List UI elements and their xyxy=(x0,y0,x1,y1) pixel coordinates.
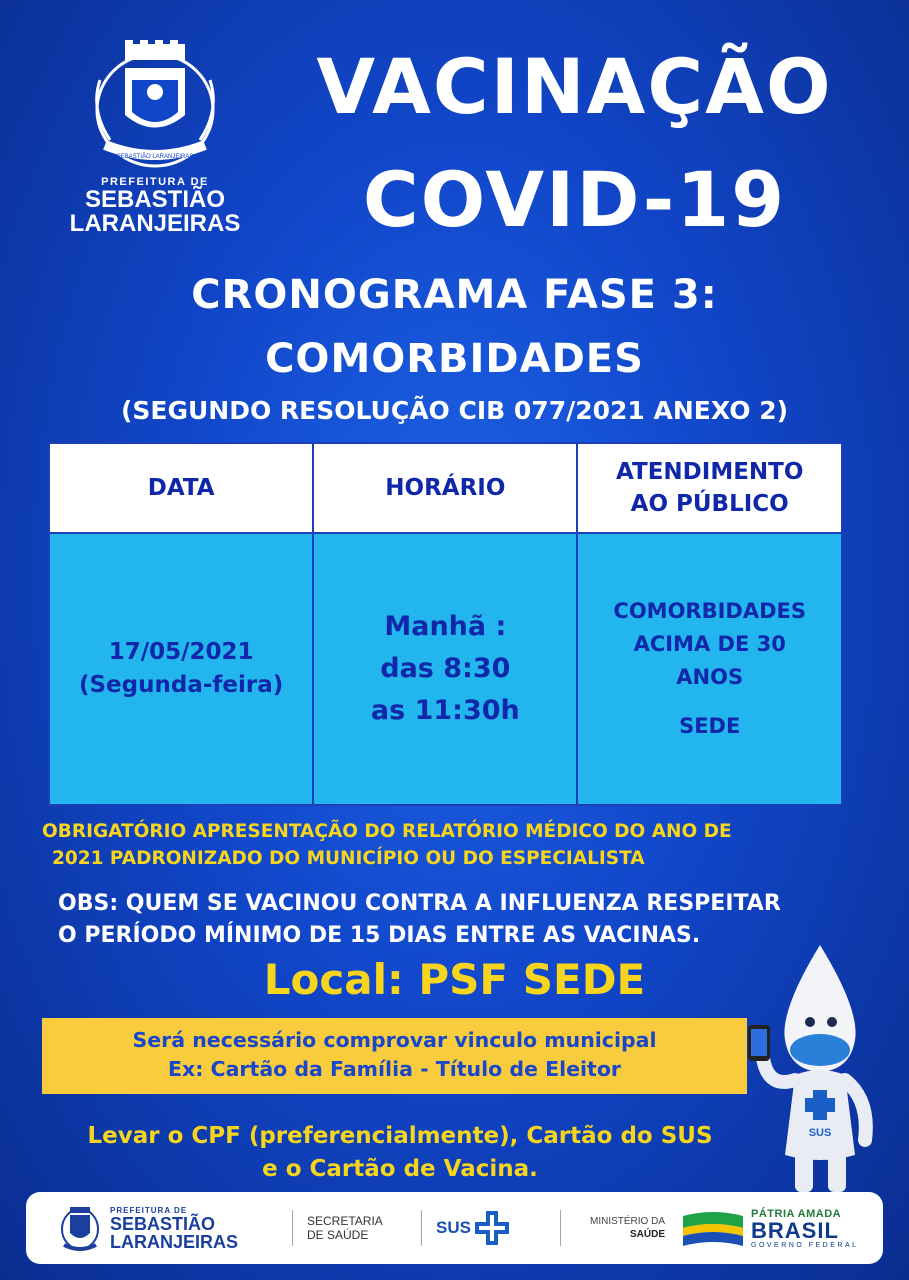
header-date: DATA xyxy=(49,443,313,533)
footer-brasil-logo: PÁTRIA AMADA BRASIL GOVERNO FEDERAL xyxy=(683,1208,859,1249)
footer-divider xyxy=(292,1210,293,1246)
footer-municipal-logo: PREFEITURA DE SEBASTIÃO LARANJEIRAS xyxy=(58,1203,278,1253)
main-title-line2: COVID-19 xyxy=(362,155,787,244)
header-attendance: ATENDIMENTO AO PÚBLICO xyxy=(577,443,842,533)
subtitle-comorbidities: COMORBIDADES xyxy=(265,336,644,382)
mandatory-notice: OBRIGATÓRIO APRESENTAÇÃO DO RELATÓRIO MÉDICO DO ANO DE 2021 PADRONIZADO DO MUNICÍPIO OU DO ESPECIALISTA xyxy=(42,821,732,869)
footer-ministerio: MINISTÉRIO DA SAÚDE xyxy=(589,1216,665,1240)
cell-attendance: COMORBIDADES ACIMA DE 30 ANOS SEDE xyxy=(577,533,842,805)
ze-gotinha-mascot-icon xyxy=(740,940,900,1200)
small-crest-icon xyxy=(58,1203,102,1253)
main-title-line1: VACINAÇÃO xyxy=(316,42,833,131)
cell-date: 17/05/2021 (Segunda-feira) xyxy=(49,533,313,805)
header-time: HORÁRIO xyxy=(313,443,577,533)
subtitle-resolution: (SEGUNDO RESOLUÇÃO CIB 077/2021 ANEXO 2) xyxy=(120,396,789,425)
logo-prefeitura-label: PREFEITURA DE xyxy=(101,176,209,188)
logo-name-line1: SEBASTIÃO xyxy=(84,186,225,213)
requirement-box: Será necessário comprovar vinculo municipal Ex: Cartão da Família - Título de Eleitor xyxy=(42,1018,747,1094)
table-row xyxy=(49,533,842,805)
footer-divider xyxy=(560,1210,561,1246)
location-heading: Local: PSF SEDE xyxy=(263,955,646,1004)
cell-time: Manhã : das 8:30 as 11:30h xyxy=(313,533,577,805)
svg-text:SUS: SUS xyxy=(808,1127,832,1139)
subtitle-schedule: CRONOGRAMA FASE 3: xyxy=(191,272,718,318)
table-header-row xyxy=(49,443,842,533)
logo-name-line2: LARANJEIRAS xyxy=(69,210,241,237)
svg-text:SEBASTIÃO LARANJEIRAS: SEBASTIÃO LARANJEIRAS xyxy=(116,154,194,160)
footer-sus-logo: SUS xyxy=(436,1211,546,1245)
bring-documents-note: Levar o CPF (preferencialmente), Cartão do SUS e o Cartão de Vacina. xyxy=(87,1123,713,1182)
sus-cross-icon xyxy=(475,1211,509,1245)
schedule-table xyxy=(48,442,843,806)
footer-divider xyxy=(421,1210,422,1246)
crest-icon xyxy=(80,40,230,170)
municipal-logo xyxy=(55,40,255,250)
footer-secretaria: SECRETARIA DE SAÚDE xyxy=(307,1214,383,1242)
obs-note: OBS: QUEM SE VACINOU CONTRA A INFLUENZA RESPEITAR O PERÍODO MÍNIMO DE 15 DIAS ENTRE AS VACINAS. xyxy=(58,891,781,948)
brasil-flag-icon xyxy=(683,1208,743,1248)
footer-logos xyxy=(26,1192,883,1264)
